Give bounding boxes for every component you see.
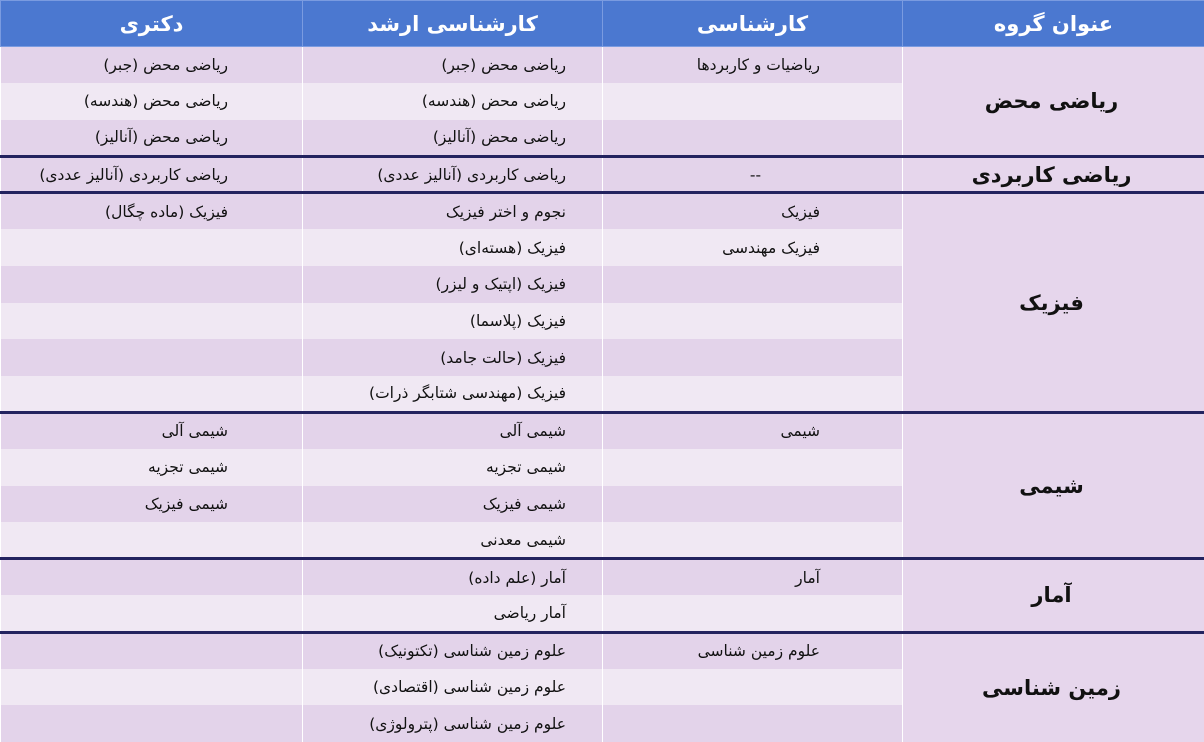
msc-cell: فیزیک (اپتیک و لیزر) bbox=[303, 266, 603, 303]
group-name-cell: آمار bbox=[903, 559, 1204, 632]
bsc-cell: شیمی bbox=[603, 412, 903, 449]
phd-cell: شیمی فیزیک bbox=[1, 486, 303, 523]
bsc-cell bbox=[603, 595, 903, 632]
bsc-cell bbox=[603, 669, 903, 706]
bsc-cell bbox=[603, 705, 903, 742]
group-name-cell: ریاضی کاربردی bbox=[903, 156, 1204, 193]
bsc-cell: ریاضیات و کاربردها bbox=[603, 47, 903, 84]
msc-cell: علوم زمین شناسی (پترولوژی) bbox=[303, 705, 603, 742]
table-row bbox=[1, 156, 1204, 193]
header-row bbox=[1, 1, 1204, 47]
msc-cell: علوم زمین شناسی (اقتصادی) bbox=[303, 669, 603, 706]
phd-cell: شیمی آلی bbox=[1, 412, 303, 449]
bsc-cell: فیزیک مهندسی bbox=[603, 229, 903, 266]
msc-cell: شیمی فیزیک bbox=[303, 486, 603, 523]
msc-cell: آمار ریاضی bbox=[303, 595, 603, 632]
bsc-cell bbox=[603, 83, 903, 120]
phd-cell: فیزیک (ماده چگال) bbox=[1, 193, 303, 230]
phd-cell bbox=[1, 559, 303, 596]
phd-cell bbox=[1, 595, 303, 632]
phd-cell bbox=[1, 303, 303, 340]
bsc-cell bbox=[603, 120, 903, 157]
bsc-cell bbox=[603, 449, 903, 486]
phd-cell: شیمی تجزیه bbox=[1, 449, 303, 486]
msc-cell: ریاضی محض (هندسه) bbox=[303, 83, 603, 120]
table-row bbox=[1, 193, 1204, 230]
bsc-cell: -- bbox=[603, 156, 903, 193]
msc-cell: فیزیک (هسته‌ای) bbox=[303, 229, 603, 266]
phd-cell: ریاضی محض (آنالیز) bbox=[1, 120, 303, 157]
group-name-cell: فیزیک bbox=[903, 193, 1204, 413]
group-name-cell: شیمی bbox=[903, 412, 1204, 558]
table-body bbox=[1, 47, 1204, 742]
phd-cell bbox=[1, 705, 303, 742]
group-name-cell: زمین شناسی bbox=[903, 632, 1204, 742]
msc-cell: نجوم و اختر فیزیک bbox=[303, 193, 603, 230]
phd-cell bbox=[1, 339, 303, 376]
header-msc: کارشناسی ارشد bbox=[303, 1, 603, 47]
phd-cell bbox=[1, 266, 303, 303]
header-bsc: کارشناسی bbox=[603, 1, 903, 47]
table-row bbox=[1, 412, 1204, 449]
phd-cell bbox=[1, 632, 303, 669]
msc-cell: ریاضی کاربردی (آنالیز عددی) bbox=[303, 156, 603, 193]
msc-cell: شیمی آلی bbox=[303, 412, 603, 449]
bsc-cell bbox=[603, 522, 903, 559]
bsc-cell bbox=[603, 339, 903, 376]
msc-cell: فیزیک (حالت جامد) bbox=[303, 339, 603, 376]
bsc-cell bbox=[603, 266, 903, 303]
bsc-cell: علوم زمین شناسی bbox=[603, 632, 903, 669]
bsc-cell bbox=[603, 376, 903, 413]
msc-cell: آمار (علم داده) bbox=[303, 559, 603, 596]
msc-cell: شیمی معدنی bbox=[303, 522, 603, 559]
phd-cell: ریاضی محض (جبر) bbox=[1, 47, 303, 84]
bsc-cell: آمار bbox=[603, 559, 903, 596]
phd-cell bbox=[1, 376, 303, 413]
table-row bbox=[1, 632, 1204, 669]
msc-cell: ریاضی محض (آنالیز) bbox=[303, 120, 603, 157]
table-row bbox=[1, 559, 1204, 596]
bsc-cell bbox=[603, 486, 903, 523]
group-name-cell: ریاضی محض bbox=[903, 47, 1204, 157]
msc-cell: علوم زمین شناسی (تکتونیک) bbox=[303, 632, 603, 669]
phd-cell bbox=[1, 522, 303, 559]
phd-cell: ریاضی کاربردی (آنالیز عددی) bbox=[1, 156, 303, 193]
table-row bbox=[1, 47, 1204, 84]
header-group: عنوان گروه bbox=[903, 1, 1204, 47]
header-phd: دکتری bbox=[1, 1, 303, 47]
phd-cell: ریاضی محض (هندسه) bbox=[1, 83, 303, 120]
msc-cell: فیزیک (مهندسی شتابگر ذرات) bbox=[303, 376, 603, 413]
phd-cell bbox=[1, 669, 303, 706]
msc-cell: شیمی تجزیه bbox=[303, 449, 603, 486]
phd-cell bbox=[1, 229, 303, 266]
bsc-cell bbox=[603, 303, 903, 340]
msc-cell: ریاضی محض (جبر) bbox=[303, 47, 603, 84]
msc-cell: فیزیک (پلاسما) bbox=[303, 303, 603, 340]
bsc-cell: فیزیک bbox=[603, 193, 903, 230]
